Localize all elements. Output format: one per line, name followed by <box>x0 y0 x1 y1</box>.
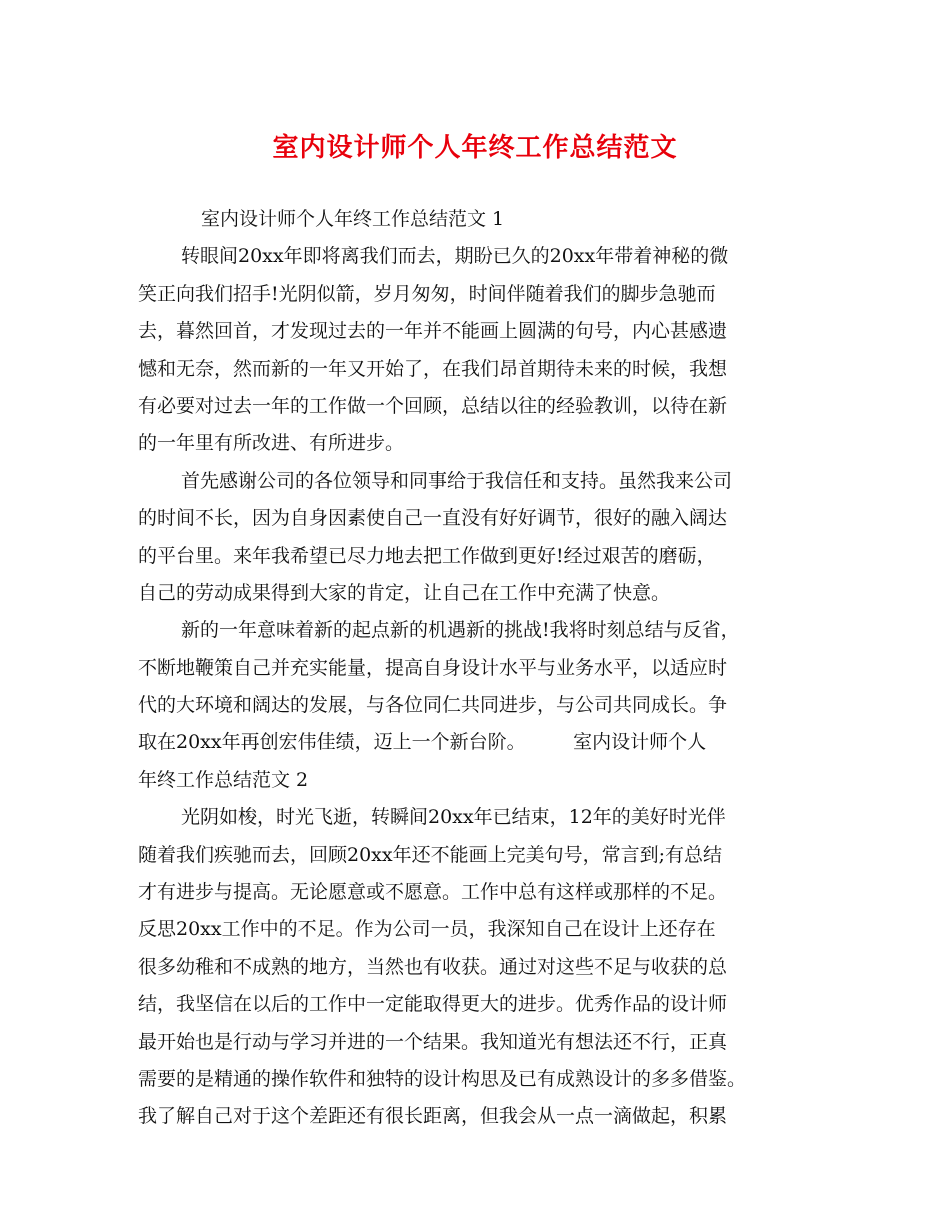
paragraph-line: 需要的是精通的操作软件和独特的设计构思及已有成熟设计的多多借鉴。 <box>138 1067 747 1090</box>
paragraph-line: 取在20xx年再创宏伟佳绩，迈上一个新台阶。 室内设计师个人 <box>138 731 707 754</box>
paragraph-line: 憾和无奈，然而新的一年又开始了，在我们昂首期待未来的时候，我想 <box>138 357 728 380</box>
paragraph-line: 才有进步与提高。无论愿意或不愿意。工作中总有这样或那样的不足。 <box>138 881 728 904</box>
paragraph-line: 的时间不长，因为自身因素使自己一直没有好好调节，很好的融入阔达 <box>138 507 728 530</box>
document-body <box>138 201 828 1136</box>
paragraph-line: 反思20xx工作中的不足。作为公司一员，我深知自己在设计上还存在 <box>138 918 716 941</box>
paragraph-line: 的平台里。来年我希望已尽力地去把工作做到更好!经过艰苦的磨砺， <box>138 544 716 567</box>
paragraph-line: 的一年里有所改进、有所进步。 <box>138 432 405 455</box>
paragraph-line: 光阴如梭，时光飞逝，转瞬间20xx年已结束，12年的美好时光伴 <box>181 806 726 829</box>
paragraph-line: 自己的劳动成果得到大家的肯定，让自己在工作中充满了快意。 <box>138 581 671 604</box>
paragraph-line: 最开始也是行动与学习并进的一个结果。我知道光有想法还不行，正真 <box>138 1030 728 1053</box>
paragraph-line: 我了解自己对于这个差距还有很长距离，但我会从一点一滴做起，积累 <box>138 1105 728 1128</box>
paragraph-line: 笑正向我们招手!光阴似箭，岁月匆匆，时间伴随着我们的脚步急驰而 <box>138 282 716 305</box>
paragraph-line: 随着我们疾驰而去，回顾20xx年还不能画上完美句号，常言到;有总结 <box>138 843 723 866</box>
paragraph-line: 去，暮然回首，才发现过去的一年并不能画上圆满的句号，内心甚感遗 <box>138 320 728 343</box>
document-title: 室内设计师个人年终工作总结范文 <box>272 133 678 163</box>
section-heading-1: 室内设计师个人年终工作总结范文 1 <box>201 208 505 230</box>
paragraph-line: 新的一年意味着新的起点新的机遇新的挑战!我将时刻总结与反省， <box>181 619 740 642</box>
paragraph-line: 不断地鞭策自己并充实能量，提高自身设计水平与业务水平，以适应时 <box>138 656 728 679</box>
paragraph-line: 代的大环境和阔达的发展，与各位同仁共同进步，与公司共同成长。争 <box>138 694 728 717</box>
paragraph-line: 首先感谢公司的各位领导和同事给于我信任和支持。虽然我来公司 <box>181 469 733 492</box>
section-heading-2: 年终工作总结范文 2 <box>138 768 309 791</box>
paragraph-line: 很多幼稚和不成熟的地方，当然也有收获。通过对这些不足与收获的总 <box>138 955 728 978</box>
paragraph-line: 结，我坚信在以后的工作中一定能取得更大的进步。优秀作品的设计师 <box>138 993 728 1016</box>
paragraph-line: 转眼间20xx年即将离我们而去，期盼已久的20xx年带着神秘的微 <box>181 245 729 268</box>
paragraph-line: 有必要对过去一年的工作做一个回顾，总结以往的经验教训，以待在新 <box>138 394 728 417</box>
